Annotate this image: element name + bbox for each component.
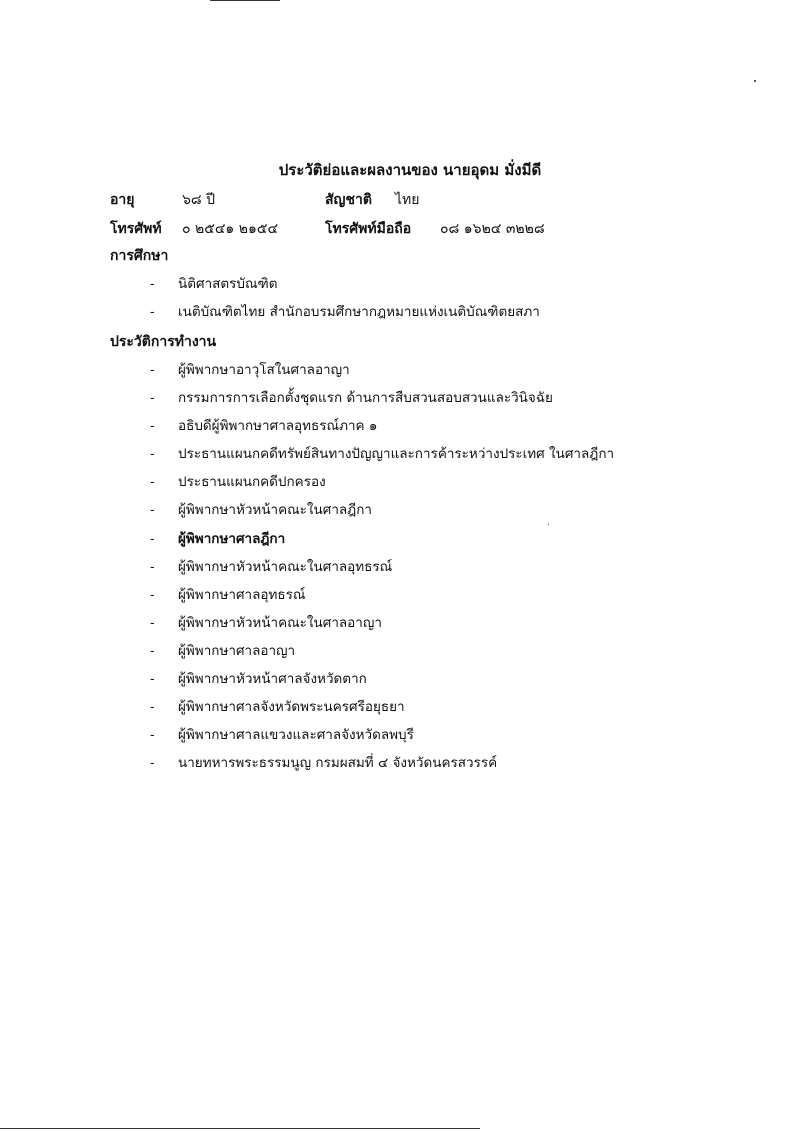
career-item	[150, 472, 614, 500]
career-item	[150, 557, 614, 585]
education-item	[150, 274, 540, 302]
career-item	[150, 669, 614, 697]
list-item-text: ผู้พิพากษาหัวหน้าคณะในศาลอุทธรณ์	[178, 558, 393, 575]
bullet-dash: -	[150, 642, 155, 659]
bullet-dash: -	[150, 446, 155, 463]
career-item	[150, 444, 614, 472]
career-item	[150, 697, 614, 725]
career-item	[150, 613, 614, 641]
career-item	[150, 360, 614, 388]
phone-value: ๐ ๒๕๔๑ ๒๑๕๔	[182, 221, 279, 237]
list-item-text: ผู้พิพากษาศาลอาญา	[178, 642, 296, 659]
career-item	[150, 641, 614, 669]
list-item-text: ผู้พิพากษาหัวหน้าคณะในศาลฎีกา	[178, 502, 372, 519]
nationality-label: สัญชาติ	[325, 192, 372, 208]
bullet-dash: -	[150, 558, 155, 575]
career-item	[150, 585, 614, 613]
bullet-dash: -	[150, 304, 155, 321]
bullet-dash: -	[150, 418, 155, 435]
bullet-dash: -	[150, 614, 155, 631]
list-item-text: ผู้พิพากษาหัวหน้าคณะในศาลอาญา	[178, 614, 382, 631]
bullet-dash: -	[150, 502, 155, 519]
bullet-dash: -	[150, 474, 155, 491]
list-item-text: นายทหารพระธรรมนูญ กรมผสมที่ ๔ จังหวัดนครสวรรค์	[178, 755, 498, 772]
career-item	[150, 388, 614, 416]
list-item-text: ผู้พิพากษาหัวหน้าศาลจังหวัดตาก	[178, 671, 367, 688]
bullet-dash: -	[150, 276, 155, 292]
career-item	[150, 500, 614, 528]
bullet-dash: -	[150, 390, 155, 407]
age-value: ๖๘ ปี	[182, 192, 216, 208]
career-list	[150, 360, 614, 781]
scan-edge-bottom	[0, 1128, 480, 1129]
bullet-dash: -	[150, 586, 155, 603]
career-heading: ประวัติการทำงาน	[110, 334, 217, 350]
list-item-text: ผู้พิพากษาอาวุโสในศาลอาญา	[178, 362, 350, 378]
education-item	[150, 302, 540, 330]
nationality-value: ไทย	[395, 192, 420, 208]
age-label: อายุ	[110, 192, 135, 208]
scan-speck	[754, 80, 756, 82]
bullet-dash: -	[150, 699, 155, 716]
career-item	[150, 529, 614, 557]
bullet-dash: -	[150, 755, 155, 772]
list-item-text: ผู้พิพากษาศาลจังหวัดพระนครศรีอยุธยา	[178, 699, 405, 716]
list-item-text: ผู้พิพากษาศาลแขวงและศาลจังหวัดลพบุรี	[178, 727, 414, 744]
career-item	[150, 416, 614, 444]
mobile-value: ๐๘ ๑๖๒๔ ๓๒๒๘	[440, 221, 545, 237]
list-item-text: กรรมการการเลือกตั้งชุดแรก ด้านการสืบสวนสอบสวนและวินิจฉัย	[178, 390, 553, 407]
list-item-text: นิติศาสตรบัณฑิต	[178, 276, 278, 292]
list-item-text: ผู้พิพากษาศาลอุทธรณ์	[178, 586, 306, 603]
bullet-dash: -	[150, 671, 155, 688]
career-item	[150, 753, 614, 781]
scan-edge-top	[210, 0, 280, 1]
list-item-text: ประธานแผนกคดีทรัพย์สินทางปัญญาและการค้าระหว่างประเทศ ในศาลฎีกา	[178, 446, 615, 463]
mobile-label: โทรศัพท์มือถือ	[325, 221, 412, 237]
bullet-dash: -	[150, 530, 155, 547]
phone-label: โทรศัพท์	[110, 221, 162, 237]
bullet-dash: -	[150, 362, 155, 378]
career-item	[150, 725, 614, 753]
list-item-text: อธิบดีผู้พิพากษาศาลอุทธรณ์ภาค ๑	[178, 418, 378, 435]
education-list	[150, 274, 540, 330]
list-item-text: ประธานแผนกคดีปกครอง	[178, 474, 326, 491]
list-item-text: เนติบัณฑิตไทย สำนักอบรมศึกษากฎหมายแห่งเนติบัณฑิตยสภา	[178, 304, 540, 321]
education-heading: การศึกษา	[110, 248, 169, 264]
bullet-dash: -	[150, 727, 155, 744]
page-title: ประวัติย่อและผลงานของ นายอุดม มั่งมีดี	[278, 161, 542, 179]
list-item-text: ผู้พิพากษาศาลฎีกา	[178, 530, 286, 547]
